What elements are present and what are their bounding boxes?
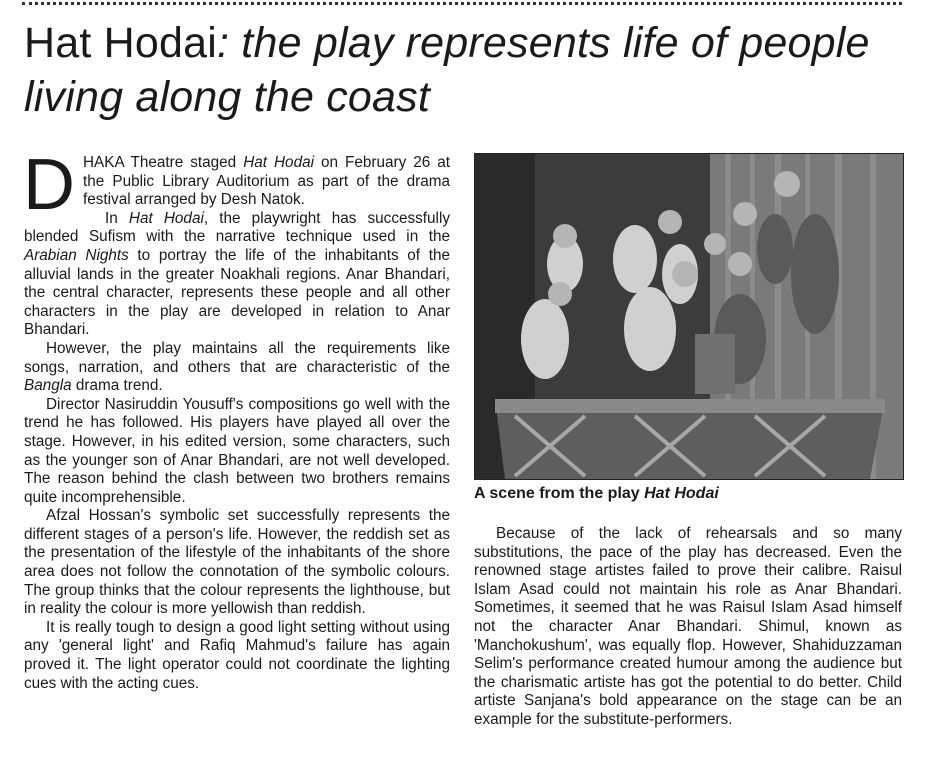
paragraph-5: Afzal Hossan's symbolic set successfully represents the different stages of a person's life. However, the reddish set as the presentation of the lifestyle of the inhabitants of the shore area does not follow the connotation of the symbolic colours. The group thinks that the colour represents the lighthouse, but in reality the colour is more yellowish than reddish. [24, 507, 450, 618]
drop-cap: D [23, 145, 75, 225]
paragraph-3: However, the play maintains all the requirements like songs, narration, and others that are characteristic of the Bangla drama trend. [24, 339, 450, 395]
photo-caption: A scene from the play Hat Hodai [474, 485, 719, 502]
paragraph-7: Because of the lack of rehearsals and so many substitutions, the pace of the play has decreased. Even the renowned stage artistes failed to prove their calibre. Raisul Islam Asad could not maintain his role as Anar Bhandari. Sometimes, it seemed that he was Raisul Islam Asad himself not the character Anar Bhandari. Shimul, known as 'Manchokushum', was equally flop. However, Shahiduzzaman Selim's performance created humour among the audience but the charismatic artiste has got the potential to do better. Child artiste Sanjana's bold appearance on the stage can be an example for the substitute-performers. [474, 525, 902, 728]
stage-scene-illustration [475, 154, 903, 479]
paragraph-2: In Hat Hodai, the playwright has successfully blended Sufism with the narrative technique used in the Arabian Nights to portray the life of the inhabitants of the alluvial lands in the greater Noakhali regions. Anar Bhandari, the central character, represents these people and all other characters in the play are developed in relation to Anar Bhandari. [24, 209, 450, 339]
paragraph-6: It is really tough to design a good light setting without using any 'general light' and Rafiq Mahmud's failure has again proved it. The light operator could not coordinate the lighting cues with the acting cues. [24, 618, 450, 692]
headline: Hat Hodai: the play represents life of people living along the coast [24, 19, 870, 121]
top-dotted-rule [22, 2, 902, 5]
paragraph-4: Director Nasiruddin Yousuff's compositions go well with the trend he has followed. His players have played all over the stage. However, in his edited version, some characters, such as the younger son of Anar Bhandari, are not well developed. The reason behind the clash between two brothers remains quite incomprehensible. [24, 395, 450, 506]
article-left-column [23, 145, 450, 693]
stage-photo [474, 153, 904, 480]
article-right-column [474, 525, 902, 730]
paragraph-1: HAKA Theatre staged Hat Hodai on February 26 at the Public Library Auditorium as part of the drama festival arranged by Desh Natok. [83, 154, 450, 209]
